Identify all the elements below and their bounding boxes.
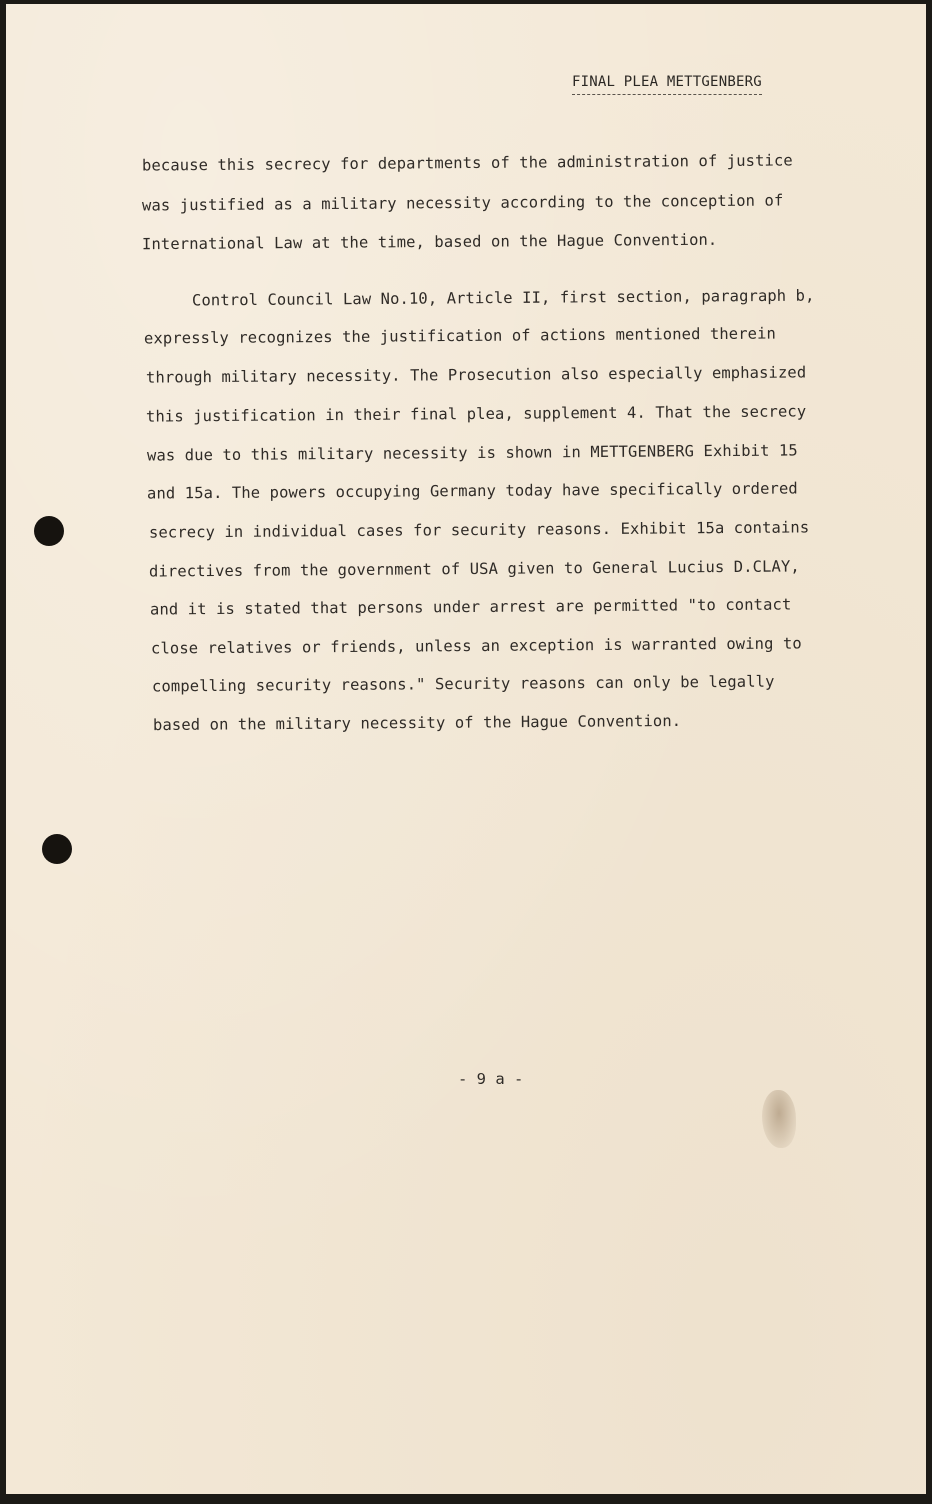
punch-hole [42,834,72,864]
body-line: close relatives or friends, unless an exception is warranted owing to [150,634,802,658]
body-line: compelling security reasons." Security reasons can only be legally [151,672,775,696]
body-line: expressly recognizes the justification of actions mentioned therein [143,324,776,348]
page-number: - 9 a - [458,1070,524,1088]
body-line: because this secrecy for departments of the administration of justice [141,151,793,175]
body-line: International Law at the time, based on the Hague Convention. [141,230,718,254]
body-line: and 15a. The powers occupying Germany today have specifically ordered [146,479,798,503]
page-header-title: FINAL PLEA METTGENBERG [572,74,762,95]
body-line: was due to this military necessity is shown in METTGENBERG Exhibit 15 [146,441,798,465]
body-line: secrecy in individual cases for security reasons. Exhibit 15a contains [148,518,810,542]
document-page [6,4,926,1494]
body-line: Control Council Law No.10, Article II, first section, paragraph b, [191,286,815,310]
body-line: directives from the government of USA given to General Lucius D.CLAY, [148,557,800,581]
body-line: was justified as a military necessity according to the conception of [141,191,784,215]
body-line: this justification in their final plea, supplement 4. That the secrecy [145,402,807,426]
body-line: and it is stated that persons under arrest are permitted "to contact [149,595,792,619]
body-line: based on the military necessity of the Hague Convention. [152,711,682,735]
punch-hole [34,516,64,546]
paper-stain [762,1090,796,1148]
body-line: through military necessity. The Prosecution also especially emphasized [145,363,807,387]
